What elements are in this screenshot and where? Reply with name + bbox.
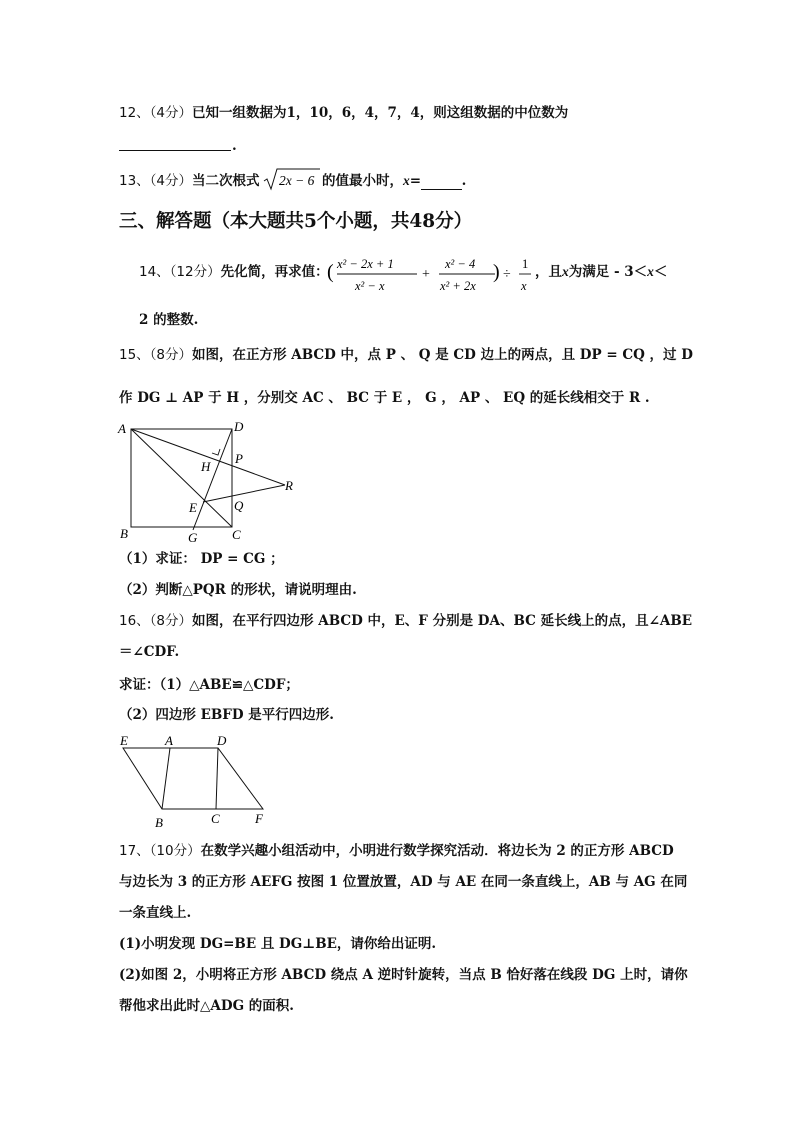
- label-B: B: [155, 815, 163, 830]
- label-A: A: [118, 421, 126, 436]
- label-E: E: [189, 500, 197, 515]
- q13-radical: [263, 166, 321, 192]
- q17-line2: 与边长为 3 的正方形 AEFG 按图 1 位置放置，AD 与 AE 在同一条直线上，AB 与 AG 在同: [119, 874, 688, 890]
- svg-text:): ): [493, 261, 500, 283]
- label-P: P: [235, 451, 243, 466]
- q14-frac1-num: x² − 2x + 1: [337, 257, 394, 271]
- q15-line2: 作 DG ⊥ AP 于 H ，分别交 AC 、 BC 于 E ， G ， AP 、 EQ 的延长线相交于 R .: [119, 390, 650, 406]
- q14-var: x: [562, 264, 569, 279]
- svg-text:(: (: [327, 261, 334, 283]
- q14-frac3-num: 1: [522, 257, 529, 271]
- q14-text-d: ＜: [653, 264, 668, 280]
- q15-number: 15、: [119, 347, 150, 363]
- label-A: A: [165, 733, 173, 748]
- q16-points: （8分）: [149, 613, 193, 629]
- q13-points: （4分）: [149, 173, 193, 189]
- q14-expression: [327, 250, 541, 296]
- label-G: G: [188, 530, 198, 545]
- q13-text-a: 当二次根式: [192, 173, 260, 189]
- q14-text-a: 先化简，再求值：: [220, 264, 329, 280]
- q13-text-b: 的值最小时，: [322, 173, 403, 189]
- q14-div: ÷: [503, 267, 511, 282]
- q13-radicand: 2x − 6: [279, 173, 315, 188]
- q17-points: （10分）: [149, 843, 201, 859]
- q14-condition: [535, 263, 667, 281]
- label-Q: Q: [234, 498, 244, 513]
- line-dg: [193, 429, 232, 530]
- q13-line-b: [322, 172, 466, 190]
- q15-line1: [119, 346, 693, 364]
- line-ar: [131, 429, 285, 485]
- q13-number: 13、: [119, 173, 150, 189]
- q14-text-c: 为满足 - 3＜: [568, 264, 648, 280]
- q14-frac3-den: x: [521, 279, 527, 293]
- label-D: D: [234, 419, 244, 434]
- q17-line5: (2)如图 2，小明将正方形 ABCD 绕点 A 逆时针旋转，当点 B 恰好落在线段 DG 上时，请你: [119, 967, 688, 983]
- label-R: R: [285, 478, 293, 493]
- q17-line1: [119, 842, 674, 860]
- label-D: D: [217, 733, 227, 748]
- label-B: B: [120, 526, 128, 541]
- q14-line2: 2 的整数.: [139, 312, 199, 328]
- label-H: H: [201, 459, 211, 474]
- q12-points: （4分）: [149, 105, 193, 121]
- q14-plus: +: [422, 267, 430, 282]
- q14-frac2-den: x² + 2x: [440, 279, 476, 293]
- q12-number: 12、: [119, 105, 150, 121]
- q14-points: （12分）: [169, 264, 221, 280]
- section-3-title: 三、解答题（本大题共5个小题，共48分）: [119, 211, 473, 232]
- q15-figure: [115, 418, 305, 546]
- q16-line4: （2）四边形 EBFD 是平行四边形.: [119, 707, 334, 723]
- label-C: C: [211, 811, 220, 826]
- q17-line3: 一条直线上.: [119, 905, 192, 921]
- q17-line4: (1)小明发现 DG=BE 且 DG⊥BE，请你给出证明.: [119, 936, 437, 952]
- q17-number: 17、: [119, 843, 150, 859]
- q13-blank[interactable]: [421, 173, 462, 190]
- label-F: F: [255, 811, 263, 826]
- q16-line2: ＝∠CDF.: [119, 644, 180, 660]
- q16-line3: 求证：（1）△ABE≌△CDF；: [119, 677, 299, 693]
- q14-lead: [139, 263, 329, 281]
- q15-sub1: （1）求证： DP = CG ；: [119, 551, 284, 567]
- q14-var2: x: [647, 264, 654, 279]
- q13-line: [119, 172, 260, 190]
- q12-text: 已知一组数据为1，10，6，4，7，4，则这组数据的中位数为: [192, 105, 569, 121]
- q15-text-line1: 如图，在正方形 ABCD 中，点 P 、 Q 是 CD 边上的两点，且 DP = CQ ，过 D: [192, 347, 693, 363]
- q16-line1: [119, 612, 692, 630]
- line-er: [203, 485, 285, 502]
- q14-text-b: ，且: [535, 264, 562, 280]
- label-E: E: [120, 733, 128, 748]
- q14-number: 14、: [139, 264, 170, 280]
- segment-ab: [162, 748, 170, 809]
- q14-frac1-den: x² − x: [355, 279, 385, 293]
- q14-frac2-num: x² − 4: [445, 257, 476, 271]
- diagonal-ac: [131, 429, 232, 527]
- q12-line: [119, 104, 568, 122]
- q15-points: （8分）: [149, 347, 193, 363]
- q12-answer-blank[interactable]: [119, 150, 231, 151]
- q15-sub2: （2）判断△PQR 的形状，请说明理由.: [119, 582, 357, 598]
- q13-var: x: [403, 173, 410, 188]
- q16-text-line1: 如图，在平行四边形 ABCD 中，E、F 分别是 DA、BC 延长线上的点，且∠ABE: [192, 613, 693, 629]
- label-C: C: [232, 527, 241, 542]
- right-angle-mark: [212, 449, 220, 455]
- q17-line6: 帮他求出此时△ADG 的面积.: [119, 998, 294, 1014]
- outer-parallelogram-ebfd: [123, 748, 263, 809]
- q16-number: 16、: [119, 613, 150, 629]
- q16-figure: [115, 731, 275, 831]
- segment-dc: [216, 748, 218, 809]
- q13-eq: =: [409, 173, 422, 189]
- q12-end: .: [232, 138, 237, 154]
- q17-text-line1: 在数学兴趣小组活动中，小明进行数学探究活动．将边长为 2 的正方形 ABCD: [200, 843, 674, 859]
- q13-end: .: [461, 173, 467, 189]
